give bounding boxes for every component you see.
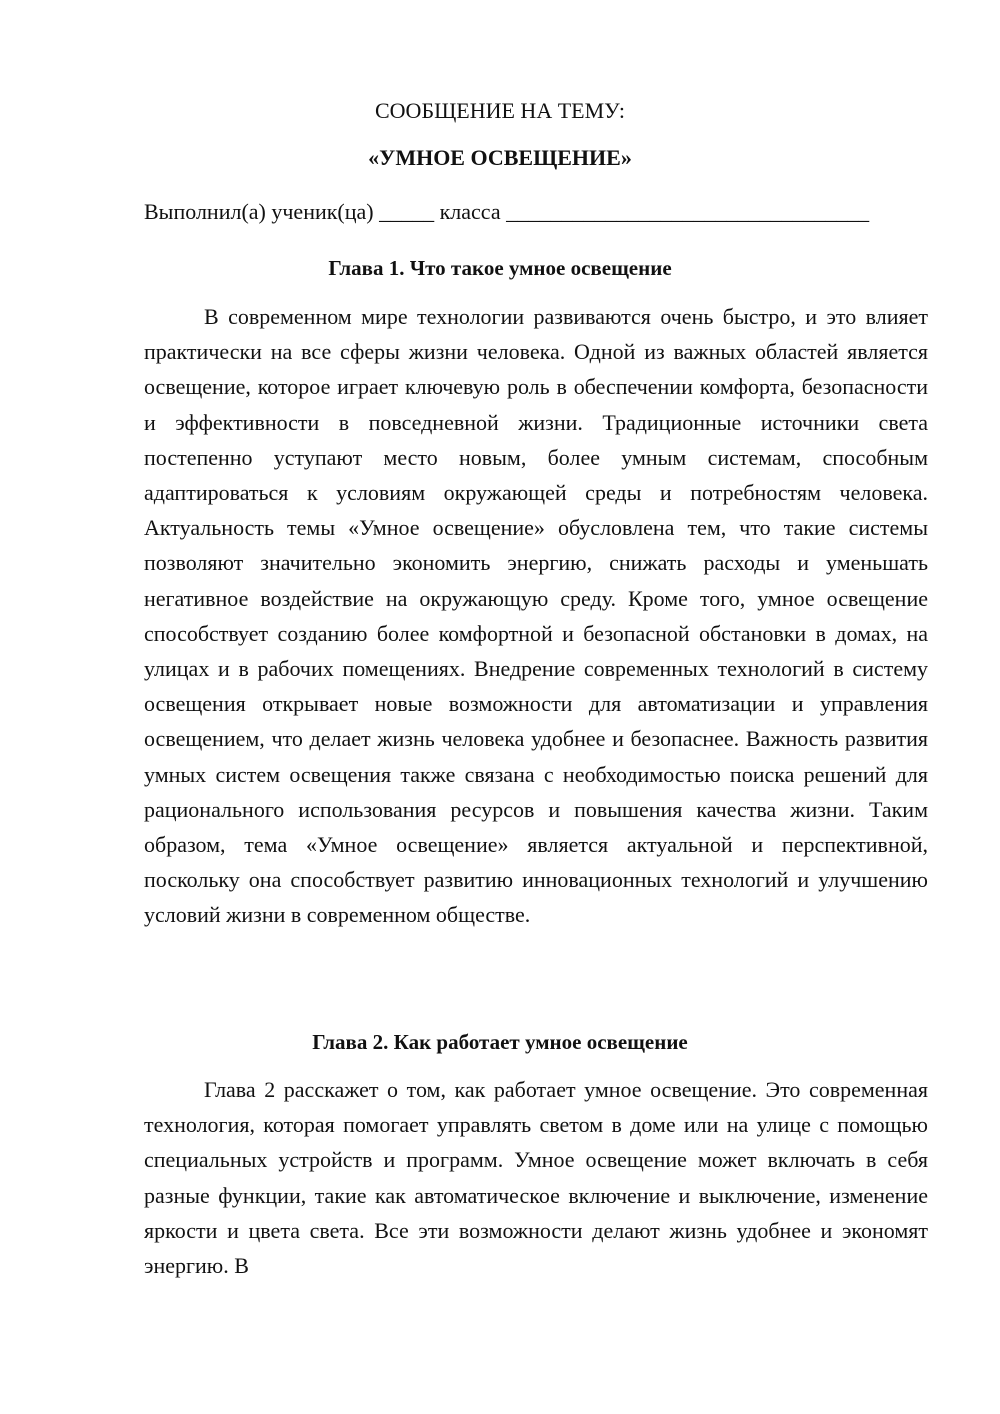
document-subtitle: «УМНОЕ ОСВЕЩЕНИЕ» — [368, 145, 632, 170]
author-line: Выполнил(а) ученик(ца) _____ класса _________________________________ — [144, 199, 870, 224]
chapter-2-heading: Глава 2. Как работает умное освещение — [312, 1030, 688, 1054]
chapter-1-paragraph: В современном мире технологии развиваются очень быстро, и это влияет практически на все сферы жизни человека. Одной из важных областей является освещение, которое играет ключевую роль в обеспечении комфорта, безопасности и эффективности в повседневной жизни. Традиционные источники света постепенно уступают место новым, более умным системам, способным адаптироваться к условиям окружающей среды и потребностям человека. Актуальность темы «Умное освещение» обусловлена тем, что такие системы позволяют значительно экономить энергию, снижать расходы и уменьшать негативное воздействие на окружающую среду. Кроме того, умное освещение способствует созданию более комфортной и безопасной обстановки в домах, на улицах и в рабочих помещениях. Внедрение современных технологий в систему освещения открывает новые возможности для автоматизации и управления освещением, что делает жизнь человека удобнее и безопаснее. Важность развития умных систем освещения также связана с необходимостью поиска решений для рационального использования ресурсов и повышения качества жизни. Таким образом, тема «Умное освещение» является актуальной и перспективной, поскольку она способствует развитию инновационных технологий и улучшению условий жизни в современном обществе. — [144, 304, 928, 928]
chapter-1-heading: Глава 1. Что такое умное освещение — [328, 256, 672, 280]
document-title: СООБЩЕНИЕ НА ТЕМУ: — [375, 98, 625, 123]
chapter-2-paragraph: Глава 2 расскажет о том, как работает умное освещение. Это современная технология, которая помогает управлять светом в доме или на улице с помощью специальных устройств и программ. Умное освещение может включать в себя разные функции, такие как автоматическое включение и выключение, изменение яркости и цвета света. Все эти возможности делают жизнь удобнее и экономят энергию. В — [144, 1077, 928, 1279]
